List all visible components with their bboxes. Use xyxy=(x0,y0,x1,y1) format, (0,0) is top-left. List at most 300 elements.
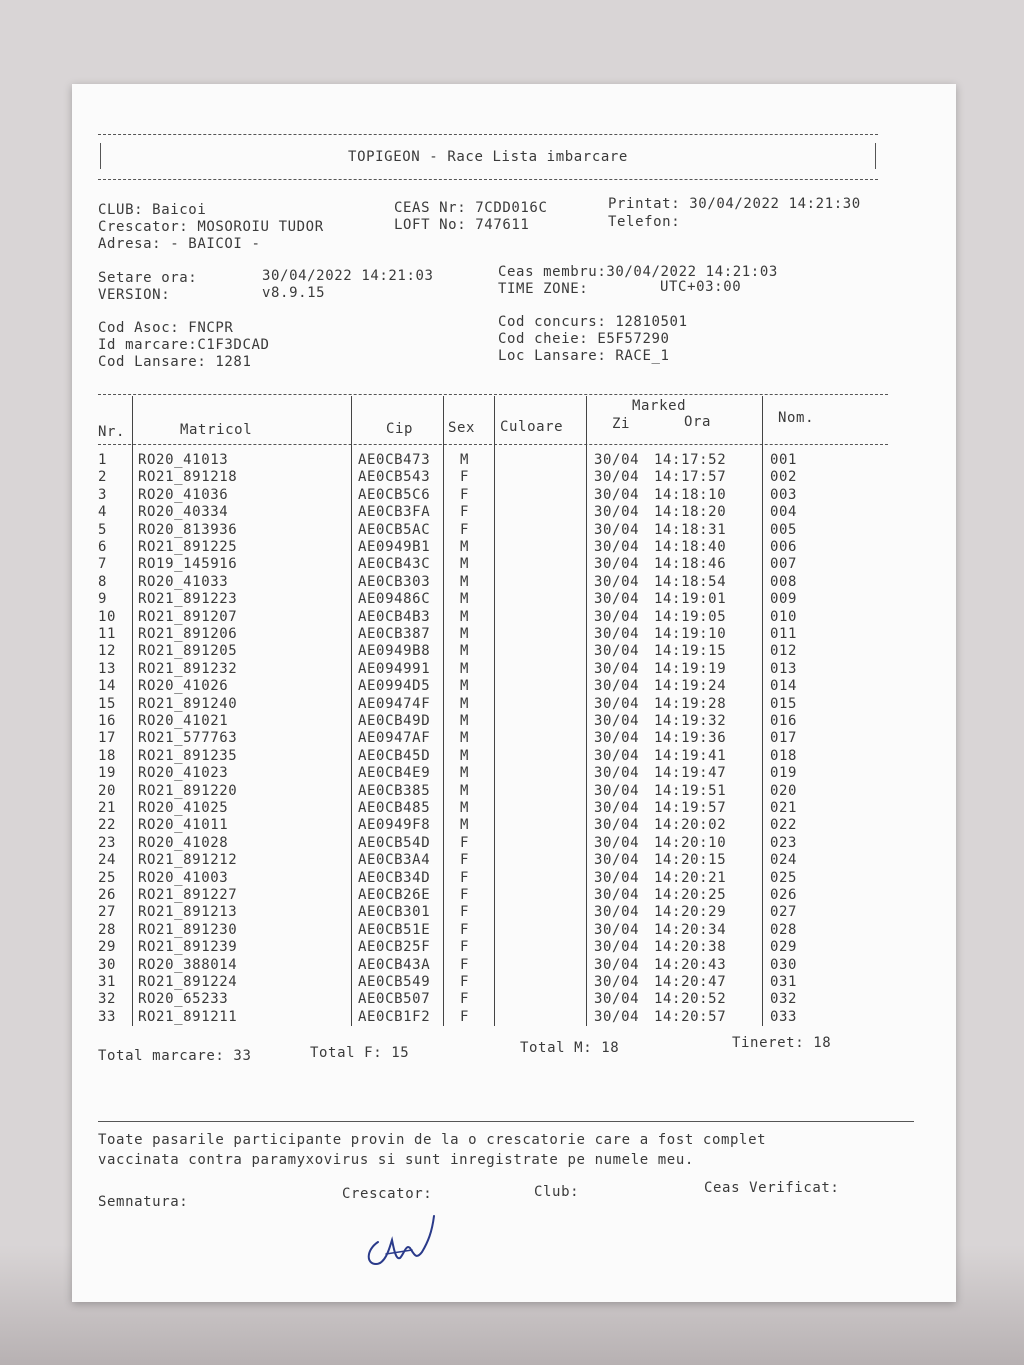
row-cip: AE0949B8 xyxy=(358,643,431,660)
club-label: CLUB: Baicoi xyxy=(98,202,207,218)
row-sex: F xyxy=(460,974,470,990)
row-ora: 14:20:52 xyxy=(654,991,727,1008)
row-sex: M xyxy=(460,782,470,799)
row-marked: 30/04 xyxy=(594,660,640,677)
table-row xyxy=(72,748,956,765)
row-matricol: RO21_891232 xyxy=(138,660,238,677)
handwritten-signature xyxy=(360,1202,460,1272)
row-cip: AE0CB1F2 xyxy=(358,1008,431,1025)
row-nom: 027 xyxy=(770,904,798,921)
row-marked: 30/04 xyxy=(594,1008,640,1025)
row-cip: AE0CB3FA xyxy=(358,504,431,521)
row-nom: 014 xyxy=(770,678,798,695)
row-sex: F xyxy=(460,1008,470,1025)
table-row xyxy=(72,904,956,921)
table-row xyxy=(72,539,956,556)
row-ora-cell xyxy=(654,661,726,677)
header-nr: Nr. xyxy=(98,424,126,440)
row-nr: 20 xyxy=(98,782,117,799)
header-nom: Nom. xyxy=(778,410,815,426)
tineret: Tineret: 18 xyxy=(732,1035,832,1051)
row-nom: 032 xyxy=(770,991,798,1008)
row-ora: 14:19:01 xyxy=(654,591,727,608)
row-cip: AE0947AF xyxy=(358,730,431,747)
printed-sheet xyxy=(72,84,956,1302)
row-nom: 004 xyxy=(770,504,798,521)
row-nr: 16 xyxy=(98,713,117,729)
row-cip: AE0CB25F xyxy=(358,939,431,956)
row-ora: 14:20:38 xyxy=(654,939,727,956)
row-ora-cell xyxy=(654,783,726,799)
row-nr: 29 xyxy=(98,939,117,956)
row-ora-cell xyxy=(654,556,726,572)
row-nom: 011 xyxy=(770,626,798,642)
row-marked: 30/04 xyxy=(594,852,640,869)
row-marked: 30/04 xyxy=(594,591,640,608)
row-matricol: RO21_891212 xyxy=(138,852,238,869)
table-row xyxy=(72,922,956,939)
row-nom: 023 xyxy=(770,834,798,851)
table-row xyxy=(72,556,956,573)
cod-lansare-label: Cod Lansare: 1281 xyxy=(98,354,252,370)
row-matricol: RO21_891211 xyxy=(138,1008,238,1025)
row-cip: AE0CB45D xyxy=(358,747,431,764)
row-marked: 30/04 xyxy=(594,921,640,938)
row-nr: 15 xyxy=(98,695,117,712)
id-marcare-label: Id marcare:C1F3DCAD xyxy=(98,337,270,353)
row-matricol: RO21_891205 xyxy=(138,643,238,660)
row-cip: AE094991 xyxy=(358,660,431,677)
row-ora-cell xyxy=(654,626,726,642)
row-nom: 009 xyxy=(770,591,798,608)
row-cip: AE0949F8 xyxy=(358,817,431,834)
row-nr: 13 xyxy=(98,660,117,677)
row-matricol: RO21_891239 xyxy=(138,939,238,956)
row-nr: 17 xyxy=(98,730,117,747)
row-nom: 029 xyxy=(770,939,798,956)
row-ora: 14:19:36 xyxy=(654,730,727,747)
row-matricol: RO21_577763 xyxy=(138,730,238,747)
row-sex: F xyxy=(460,486,470,503)
row-cip: AE0CB5AC xyxy=(358,521,431,538)
row-marked: 30/04 xyxy=(594,521,640,538)
row-ora-cell xyxy=(654,713,726,729)
row-sex: F xyxy=(460,521,470,538)
row-ora: 14:18:20 xyxy=(654,504,727,521)
row-cip: AE0CB43A xyxy=(358,956,431,973)
row-sex: F xyxy=(460,904,470,921)
table-row xyxy=(72,609,956,626)
row-ora: 14:19:47 xyxy=(654,765,727,782)
row-ora-cell xyxy=(654,922,726,938)
row-ora-cell xyxy=(654,609,726,625)
row-nr: 2 xyxy=(98,469,108,486)
row-matricol: RO20_813936 xyxy=(138,521,238,538)
row-matricol: RO20_41026 xyxy=(138,678,229,695)
header-marked: Marked xyxy=(632,398,687,414)
row-ora: 14:19:28 xyxy=(654,695,727,712)
row-nom: 006 xyxy=(770,539,798,555)
table-row xyxy=(72,852,956,869)
row-matricol: RO20_65233 xyxy=(138,991,229,1008)
row-nr: 28 xyxy=(98,921,117,938)
row-marked: 30/04 xyxy=(594,643,640,660)
version-value: v8.9.15 xyxy=(262,285,326,301)
row-ora-cell xyxy=(654,539,726,555)
total-marcare: Total marcare: 33 xyxy=(98,1048,252,1064)
row-nr: 3 xyxy=(98,486,108,503)
row-nom: 033 xyxy=(770,1008,798,1025)
header-sex: Sex xyxy=(448,420,476,436)
header-matricol: Matricol xyxy=(180,422,253,438)
row-sex: M xyxy=(460,695,470,712)
row-cip: AE0CB43C xyxy=(358,556,431,573)
row-nr: 32 xyxy=(98,991,117,1008)
table-row xyxy=(72,504,956,521)
row-nom: 017 xyxy=(770,730,798,747)
row-ora-cell xyxy=(654,522,726,538)
version-label: VERSION: xyxy=(98,287,171,303)
row-ora: 14:20:02 xyxy=(654,817,727,834)
row-sex: M xyxy=(460,626,470,642)
ceas-verificat-label: Ceas Verificat: xyxy=(704,1180,840,1196)
row-ora-cell xyxy=(654,1009,726,1025)
row-sex: M xyxy=(460,660,470,677)
row-sex: F xyxy=(460,504,470,521)
row-ora-cell xyxy=(654,852,726,868)
adresa-label: Adresa: - BAICOI - xyxy=(98,236,261,252)
table-row xyxy=(72,800,956,817)
row-sex: F xyxy=(460,939,470,956)
row-ora: 14:19:15 xyxy=(654,643,727,660)
row-nr: 25 xyxy=(98,869,117,886)
row-marked: 30/04 xyxy=(594,695,640,712)
row-nom: 003 xyxy=(770,486,798,503)
table-row xyxy=(72,696,956,713)
table-row xyxy=(72,643,956,660)
club-signature-label: Club: xyxy=(534,1184,580,1200)
row-matricol: RO20_41003 xyxy=(138,869,229,886)
row-nr: 19 xyxy=(98,765,117,782)
table-row xyxy=(72,661,956,678)
row-ora: 14:19:10 xyxy=(654,626,727,642)
row-marked: 30/04 xyxy=(594,573,640,590)
row-cip: AE0CB4B3 xyxy=(358,608,431,625)
table-row xyxy=(72,783,956,800)
row-matricol: RO19_145916 xyxy=(138,556,238,573)
row-ora: 14:20:57 xyxy=(654,1008,727,1025)
row-ora-cell xyxy=(654,765,726,781)
row-marked: 30/04 xyxy=(594,765,640,782)
row-cip: AE0994D5 xyxy=(358,678,431,695)
header-ora: Ora xyxy=(684,414,712,430)
row-sex: M xyxy=(460,765,470,782)
row-ora: 14:18:54 xyxy=(654,573,727,590)
row-matricol: RO21_891223 xyxy=(138,591,238,608)
header-cip: Cip xyxy=(386,421,414,437)
row-ora-cell xyxy=(654,730,726,746)
row-nr: 30 xyxy=(98,956,117,973)
row-matricol: RO21_891218 xyxy=(138,469,238,486)
ceas-nr-label: CEAS Nr: 7CDD016C xyxy=(394,200,548,216)
row-marked: 30/04 xyxy=(594,974,640,990)
row-cip: AE0CB485 xyxy=(358,800,431,816)
row-cip: AE0CB301 xyxy=(358,904,431,921)
row-ora-cell xyxy=(654,452,726,468)
row-nr: 26 xyxy=(98,887,117,903)
row-ora: 14:18:10 xyxy=(654,486,727,503)
row-matricol: RO20_41028 xyxy=(138,834,229,851)
row-nr: 22 xyxy=(98,817,117,834)
header-box xyxy=(98,134,878,180)
row-marked: 30/04 xyxy=(594,730,640,747)
ceas-membru-label: Ceas membru:30/04/2022 14:21:03 xyxy=(498,264,778,280)
row-matricol: RO21_891224 xyxy=(138,974,238,990)
row-cip: AE0CB303 xyxy=(358,573,431,590)
row-nr: 9 xyxy=(98,591,108,608)
row-marked: 30/04 xyxy=(594,939,640,956)
table-row xyxy=(72,939,956,956)
time-zone-label: TIME ZONE: xyxy=(498,281,589,297)
cod-cheie-label: Cod cheie: E5F57290 xyxy=(498,331,670,347)
row-cip: AE0CB54D xyxy=(358,834,431,851)
row-cip: AE09486C xyxy=(358,591,431,608)
table-header-rule xyxy=(98,444,888,445)
setare-ora-value: 30/04/2022 14:21:03 xyxy=(262,268,434,284)
row-ora: 14:17:57 xyxy=(654,469,727,486)
row-matricol: RO20_41013 xyxy=(138,452,229,468)
table-row xyxy=(72,817,956,834)
table-row xyxy=(72,887,956,904)
printat-label: Printat: 30/04/2022 14:21:30 xyxy=(608,196,861,212)
row-nom: 025 xyxy=(770,869,798,886)
semnatura-label: Semnatura: xyxy=(98,1194,189,1210)
table-row xyxy=(72,574,956,591)
table-top-rule xyxy=(98,394,888,395)
row-ora-cell xyxy=(654,487,726,503)
row-matricol: RO20_41033 xyxy=(138,573,229,590)
row-cip: AE0CB543 xyxy=(358,469,431,486)
row-ora: 14:19:41 xyxy=(654,747,727,764)
row-ora: 14:19:51 xyxy=(654,782,727,799)
row-marked: 30/04 xyxy=(594,678,640,695)
time-zone-value: UTC+03:00 xyxy=(660,279,742,295)
row-marked: 30/04 xyxy=(594,626,640,642)
table-row xyxy=(72,452,956,469)
row-nom: 002 xyxy=(770,469,798,486)
row-cip: AE0CB34D xyxy=(358,869,431,886)
row-ora: 14:20:43 xyxy=(654,956,727,973)
row-ora: 14:19:24 xyxy=(654,678,727,695)
declaration-line-1: Toate pasarile participante provin de la o crescatorie care a fost complet xyxy=(98,1132,767,1148)
row-sex: M xyxy=(460,800,470,816)
row-nom: 010 xyxy=(770,608,798,625)
row-marked: 30/04 xyxy=(594,782,640,799)
row-sex: F xyxy=(460,956,470,973)
row-ora: 14:20:29 xyxy=(654,904,727,921)
row-sex: M xyxy=(460,643,470,660)
table-row xyxy=(72,626,956,643)
row-cip: AE0CB473 xyxy=(358,452,431,468)
row-matricol: RO21_891220 xyxy=(138,782,238,799)
row-marked: 30/04 xyxy=(594,556,640,573)
row-marked: 30/04 xyxy=(594,887,640,903)
row-marked: 30/04 xyxy=(594,800,640,816)
row-nr: 14 xyxy=(98,678,117,695)
row-cip: AE0CB5C6 xyxy=(358,486,431,503)
row-ora: 14:19:05 xyxy=(654,608,727,625)
row-sex: M xyxy=(460,678,470,695)
row-sex: M xyxy=(460,713,470,729)
row-ora-cell xyxy=(654,870,726,886)
setare-ora-label: Setare ora: xyxy=(98,270,198,286)
footer-rule xyxy=(98,1121,914,1122)
total-f: Total F: 15 xyxy=(310,1045,410,1061)
row-ora-cell xyxy=(654,957,726,973)
table-row xyxy=(72,487,956,504)
row-matricol: RO20_41025 xyxy=(138,800,229,816)
row-nr: 8 xyxy=(98,573,108,590)
row-nom: 030 xyxy=(770,956,798,973)
row-nom: 031 xyxy=(770,974,798,990)
row-matricol: RO20_41023 xyxy=(138,765,229,782)
row-matricol: RO20_388014 xyxy=(138,956,238,973)
row-sex: M xyxy=(460,556,470,573)
row-nr: 18 xyxy=(98,747,117,764)
row-nom: 021 xyxy=(770,800,798,816)
row-ora-cell xyxy=(654,469,726,485)
row-ora-cell xyxy=(654,939,726,955)
row-nom: 018 xyxy=(770,747,798,764)
table-row xyxy=(72,591,956,608)
row-marked: 30/04 xyxy=(594,608,640,625)
row-nr: 5 xyxy=(98,521,108,538)
row-nr: 31 xyxy=(98,974,117,990)
row-sex: F xyxy=(460,852,470,869)
row-sex: M xyxy=(460,452,470,468)
total-m: Total M: 18 xyxy=(520,1040,620,1056)
table-row xyxy=(72,870,956,887)
row-sex: M xyxy=(460,730,470,747)
row-matricol: RO21_891206 xyxy=(138,626,238,642)
row-ora-cell xyxy=(654,643,726,659)
row-ora-cell xyxy=(654,991,726,1007)
row-nr: 12 xyxy=(98,643,117,660)
crescator-signature-label: Crescator: xyxy=(342,1186,433,1202)
cod-concurs-label: Cod concurs: 12810501 xyxy=(498,314,688,330)
row-nom: 016 xyxy=(770,713,798,729)
row-cip: AE0949B1 xyxy=(358,539,431,555)
row-ora-cell xyxy=(654,574,726,590)
row-cip: AE0CB4E9 xyxy=(358,765,431,782)
row-ora: 14:18:31 xyxy=(654,521,727,538)
row-nr: 21 xyxy=(98,800,117,816)
row-cip: AE0CB51E xyxy=(358,921,431,938)
row-sex: F xyxy=(460,834,470,851)
row-marked: 30/04 xyxy=(594,747,640,764)
row-matricol: RO21_891225 xyxy=(138,539,238,555)
table-row xyxy=(72,1009,956,1026)
row-nom: 024 xyxy=(770,852,798,869)
row-sex: M xyxy=(460,539,470,555)
row-nom: 005 xyxy=(770,521,798,538)
header-zi: Zi xyxy=(612,416,631,432)
row-matricol: RO21_891227 xyxy=(138,887,238,903)
row-matricol: RO20_41011 xyxy=(138,817,229,834)
row-ora: 14:19:19 xyxy=(654,660,727,677)
row-nom: 028 xyxy=(770,921,798,938)
row-sex: M xyxy=(460,747,470,764)
row-sex: M xyxy=(460,591,470,608)
row-nr: 24 xyxy=(98,852,117,869)
row-cip: AE0CB387 xyxy=(358,626,431,642)
row-ora-cell xyxy=(654,696,726,712)
table-row xyxy=(72,835,956,852)
table-row xyxy=(72,678,956,695)
row-matricol: RO21_891235 xyxy=(138,747,238,764)
row-nr: 4 xyxy=(98,504,108,521)
row-nom: 022 xyxy=(770,817,798,834)
table-row xyxy=(72,469,956,486)
row-cip: AE0CB385 xyxy=(358,782,431,799)
row-marked: 30/04 xyxy=(594,486,640,503)
row-ora: 14:19:57 xyxy=(654,800,727,816)
row-sex: F xyxy=(460,469,470,486)
row-marked: 30/04 xyxy=(594,991,640,1008)
row-nom: 008 xyxy=(770,573,798,590)
row-ora: 14:20:21 xyxy=(654,869,727,886)
row-sex: F xyxy=(460,887,470,903)
row-nom: 007 xyxy=(770,556,798,573)
row-nr: 7 xyxy=(98,556,108,573)
row-cip: AE0CB507 xyxy=(358,991,431,1008)
row-ora-cell xyxy=(654,800,726,816)
row-ora-cell xyxy=(654,591,726,607)
header-culoare: Culoare xyxy=(500,419,564,435)
row-nom: 015 xyxy=(770,695,798,712)
row-ora-cell xyxy=(654,504,726,520)
row-ora: 14:18:46 xyxy=(654,556,727,573)
row-nr: 10 xyxy=(98,608,117,625)
row-ora: 14:20:25 xyxy=(654,887,727,903)
row-ora-cell xyxy=(654,887,726,903)
row-sex: F xyxy=(460,921,470,938)
loc-lansare-label: Loc Lansare: RACE_1 xyxy=(498,348,670,364)
document-title: TOPIGEON - Race Lista imbarcare xyxy=(348,149,628,165)
row-sex: F xyxy=(460,869,470,886)
row-ora: 14:20:47 xyxy=(654,974,727,990)
row-ora-cell xyxy=(654,678,726,694)
row-marked: 30/04 xyxy=(594,504,640,521)
row-matricol: RO21_891230 xyxy=(138,921,238,938)
row-ora: 14:18:40 xyxy=(654,539,727,555)
row-marked: 30/04 xyxy=(594,834,640,851)
row-ora: 14:20:10 xyxy=(654,834,727,851)
row-ora-cell xyxy=(654,974,726,990)
row-marked: 30/04 xyxy=(594,539,640,555)
row-ora: 14:20:34 xyxy=(654,921,727,938)
row-matricol: RO20_41021 xyxy=(138,713,229,729)
row-nom: 012 xyxy=(770,643,798,660)
row-nr: 33 xyxy=(98,1008,117,1025)
row-ora: 14:17:52 xyxy=(654,452,727,468)
row-sex: F xyxy=(460,991,470,1008)
row-matricol: RO20_41036 xyxy=(138,486,229,503)
row-cip: AE0CB549 xyxy=(358,974,431,990)
row-ora: 14:19:32 xyxy=(654,713,727,729)
table-row xyxy=(72,730,956,747)
row-nr: 1 xyxy=(98,452,108,468)
